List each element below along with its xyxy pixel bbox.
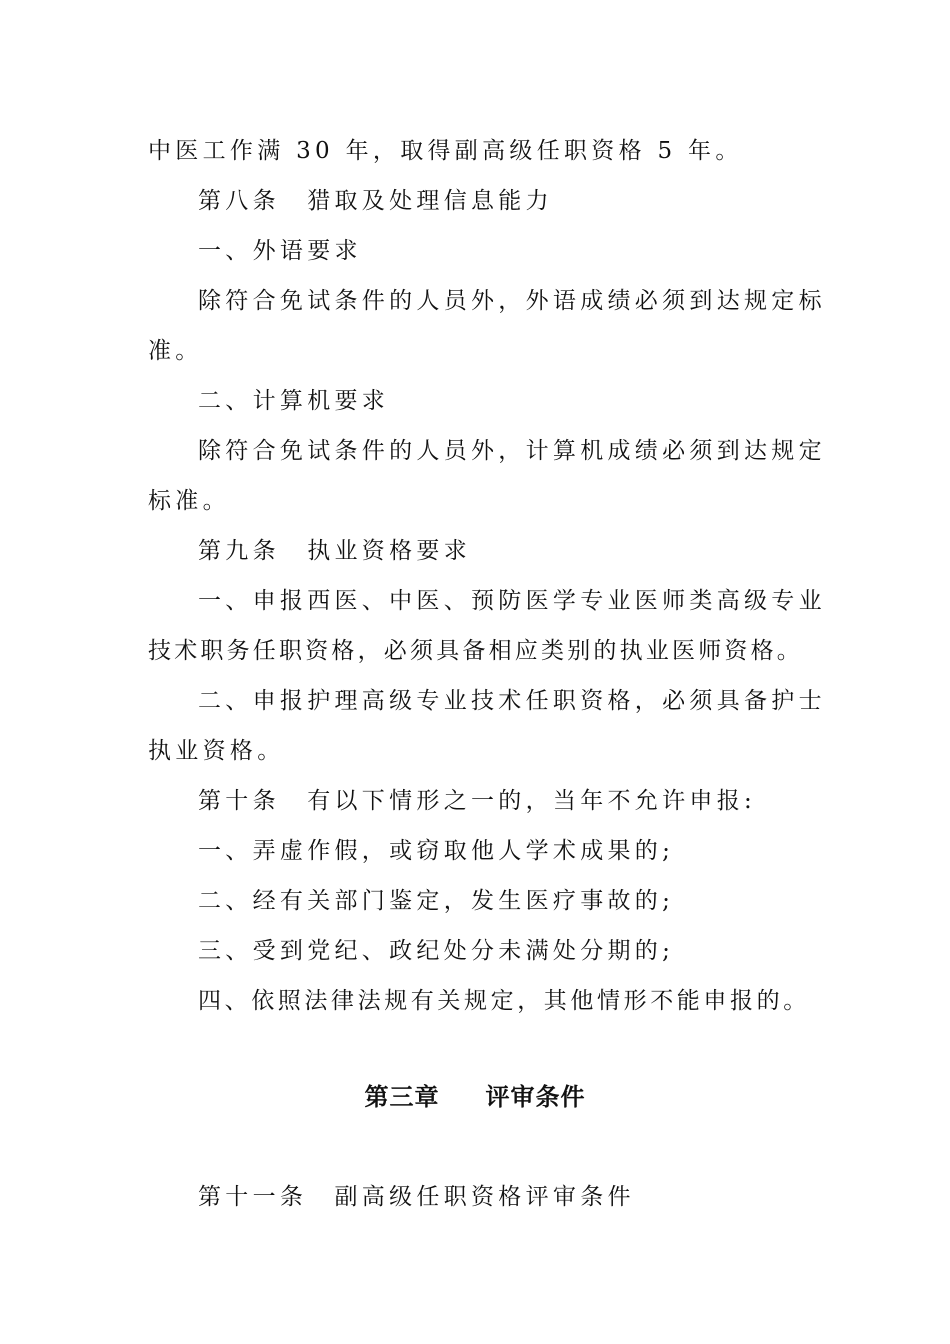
paragraph-line: 准。 [148,338,203,364]
paragraph-line: 中医工作满 30 年，取得副高级任职资格 5 年。 [148,138,743,164]
section-heading: 一、外语要求 [198,238,362,264]
article-11-title: 第十一条 副高级任职资格评审条件 [198,1184,635,1210]
article-9-title: 第九条 执业资格要求 [198,538,471,564]
paragraph-line: 标准。 [148,488,230,514]
chapter-number: 第三章 [364,1083,440,1111]
list-item: 四、依照法律法规有关规定，其他情形不能申报的。 [198,988,810,1014]
paragraph-line: 二、申报护理高级专业技术任职资格，必须具备护士 [198,688,826,714]
paragraph-line: 一、申报西医、中医、预防医学专业医师类高级专业 [198,588,826,614]
list-item: 二、经有关部门鉴定，发生医疗事故的; [198,888,675,914]
paragraph-line: 技术职务任职资格，必须具备相应类别的执业医师资格。 [148,638,803,664]
chapter-title: 评审条件 [485,1083,586,1111]
chapter-heading [0,1082,950,1112]
list-item: 一、弄虚作假，或窃取他人学术成果的; [198,838,675,864]
article-8-title: 第八条 猎取及处理信息能力 [198,188,553,214]
paragraph-line: 除符合免试条件的人员外，计算机成绩必须到达规定 [198,438,826,464]
article-10-title: 第十条 有以下情形之一的，当年不允许申报: [198,788,757,814]
paragraph-line: 执业资格。 [148,738,285,764]
list-item: 三、受到党纪、政纪处分未满处分期的; [198,938,675,964]
section-heading: 二、计算机要求 [198,388,390,414]
paragraph-line: 除符合免试条件的人员外，外语成绩必须到达规定标 [198,288,826,314]
